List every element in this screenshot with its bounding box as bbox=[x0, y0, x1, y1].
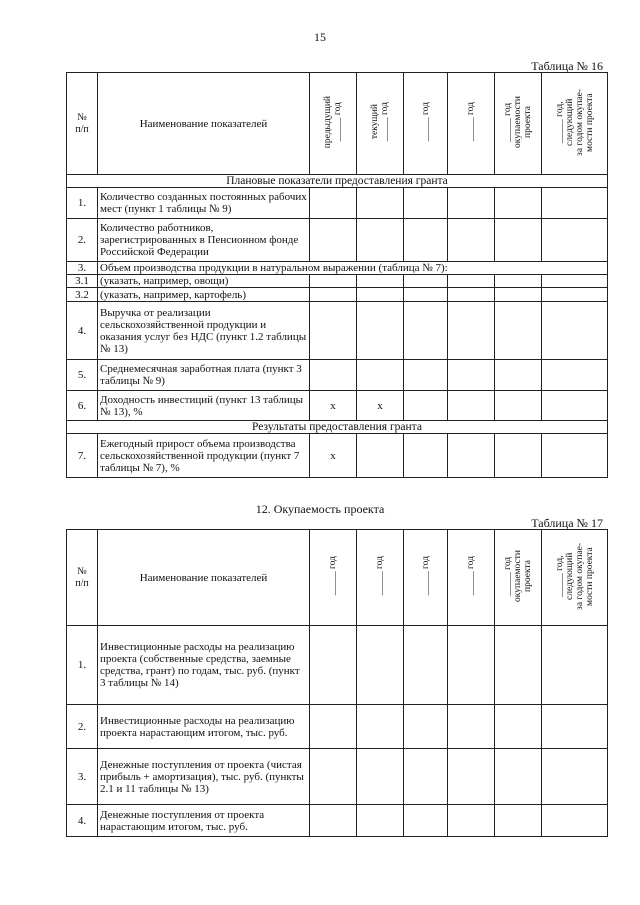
row-cell-6 bbox=[542, 391, 608, 421]
row-number: 5. bbox=[67, 360, 98, 391]
row-number: 2. bbox=[67, 705, 98, 749]
row-name: Денежные поступления от проекта (чистая прибыль + амортизация), тыс. руб. (пункты 2.1 и 11 таблицы № 13) bbox=[98, 749, 310, 805]
row-cell-5 bbox=[495, 360, 542, 391]
row-cell-6 bbox=[542, 805, 608, 837]
row-cell-2 bbox=[357, 219, 404, 262]
row-number: 3.1 bbox=[67, 275, 98, 288]
row-cell-6 bbox=[542, 188, 608, 219]
section-row bbox=[67, 175, 608, 188]
row-cell-6 bbox=[542, 219, 608, 262]
section-row bbox=[67, 421, 608, 434]
row-cell-6 bbox=[542, 275, 608, 288]
header-col-5 bbox=[495, 73, 542, 175]
row-cell-5 bbox=[495, 805, 542, 837]
section-planned: Плановые показатели предоставления гранта bbox=[67, 175, 608, 188]
table-row bbox=[67, 288, 608, 302]
header-col-6-text: _____ год, следующий за годом окупае- мости проекта bbox=[554, 542, 595, 610]
header-col-4-text: _____ год bbox=[466, 556, 476, 596]
header-col-6-text: _____ год, следующий за годом окупае- мости проекта bbox=[554, 88, 595, 156]
header-name: Наименование показателей bbox=[98, 73, 310, 175]
header-col-4-text: _____ год bbox=[466, 102, 476, 142]
row-cell-2 bbox=[357, 275, 404, 288]
row-cell-2 bbox=[357, 705, 404, 749]
row-number: 3. bbox=[67, 262, 98, 275]
row-cell-3 bbox=[404, 188, 448, 219]
row-cell-6 bbox=[542, 360, 608, 391]
row-number: 7. bbox=[67, 434, 98, 478]
header-col-5-text: _____ год окупаемости проекта bbox=[503, 550, 533, 602]
section-title: 12. Окупаемость проекта bbox=[255, 502, 385, 516]
row-cell-5 bbox=[495, 188, 542, 219]
header-col-5 bbox=[495, 530, 542, 626]
row-number: 3.2 bbox=[67, 288, 98, 302]
row-cell-5 bbox=[495, 434, 542, 478]
header-col-2 bbox=[357, 530, 404, 626]
row-cell-1 bbox=[310, 705, 357, 749]
row-cell-1 bbox=[310, 188, 357, 219]
row-cell-1 bbox=[310, 360, 357, 391]
row-name: Объем производства продукции в натуральном выражении (таблица № 7): bbox=[98, 262, 608, 275]
row-cell-2 bbox=[357, 749, 404, 805]
table-17 bbox=[66, 529, 608, 837]
row-number: 4. bbox=[67, 805, 98, 837]
header-col-3 bbox=[404, 530, 448, 626]
row-cell-3 bbox=[404, 219, 448, 262]
row-number: 1. bbox=[67, 626, 98, 705]
row-cell-1 bbox=[310, 805, 357, 837]
row-cell-5 bbox=[495, 391, 542, 421]
row-cell-2 bbox=[357, 188, 404, 219]
row-number: 6. bbox=[67, 391, 98, 421]
row-cell-3 bbox=[404, 749, 448, 805]
row-cell-3 bbox=[404, 288, 448, 302]
header-num: № п/п bbox=[67, 530, 98, 626]
row-cell-3 bbox=[404, 805, 448, 837]
row-cell-4 bbox=[448, 626, 495, 705]
table-row bbox=[67, 805, 608, 837]
row-cell-2 bbox=[357, 288, 404, 302]
row-cell-3 bbox=[404, 360, 448, 391]
table-17-caption: Таблица № 17 bbox=[531, 516, 603, 530]
table-row bbox=[67, 275, 608, 288]
row-cell-2 bbox=[357, 805, 404, 837]
row-cell-2: x bbox=[357, 391, 404, 421]
row-cell-4 bbox=[448, 288, 495, 302]
header-col-5-text: _____ год окупаемости проекта bbox=[503, 96, 533, 148]
header-col-6 bbox=[542, 530, 608, 626]
header-col-1 bbox=[310, 530, 357, 626]
row-name: Денежные поступления от проекта нарастающим итогом, тыс. руб. bbox=[98, 805, 310, 837]
row-cell-5 bbox=[495, 288, 542, 302]
row-cell-6 bbox=[542, 302, 608, 360]
row-cell-5 bbox=[495, 219, 542, 262]
row-cell-4 bbox=[448, 188, 495, 219]
row-name: Выручка от реализации сельскохозяйственной продукции и оказания услуг без НДС (пункт 1.2 таблицы № 13) bbox=[98, 302, 310, 360]
row-cell-4 bbox=[448, 391, 495, 421]
page-number: 15 bbox=[314, 30, 326, 44]
row-cell-6 bbox=[542, 749, 608, 805]
row-cell-3 bbox=[404, 626, 448, 705]
table-row bbox=[67, 626, 608, 705]
row-cell-3 bbox=[404, 302, 448, 360]
row-cell-1 bbox=[310, 302, 357, 360]
row-cell-5 bbox=[495, 275, 542, 288]
row-cell-1 bbox=[310, 275, 357, 288]
header-row bbox=[67, 530, 608, 626]
row-name: Количество созданных постоянных рабочих мест (пункт 1 таблицы № 9) bbox=[98, 188, 310, 219]
header-col-2-text: _____ год bbox=[375, 556, 385, 596]
row-name: (указать, например, картофель) bbox=[98, 288, 310, 302]
header-num: № п/п bbox=[67, 73, 98, 175]
row-cell-3 bbox=[404, 434, 448, 478]
header-col-4 bbox=[448, 530, 495, 626]
row-number: 1. bbox=[67, 188, 98, 219]
row-cell-2 bbox=[357, 626, 404, 705]
header-col-1 bbox=[310, 73, 357, 175]
table-row bbox=[67, 360, 608, 391]
header-row bbox=[67, 73, 608, 175]
row-number: 2. bbox=[67, 219, 98, 262]
row-cell-5 bbox=[495, 302, 542, 360]
row-cell-4 bbox=[448, 434, 495, 478]
header-col-4 bbox=[448, 73, 495, 175]
table-16-caption: Таблица № 16 bbox=[531, 59, 603, 73]
row-cell-5 bbox=[495, 626, 542, 705]
header-col-1-text: _____ год bbox=[328, 556, 338, 596]
row-cell-4 bbox=[448, 360, 495, 391]
row-cell-1: x bbox=[310, 434, 357, 478]
row-cell-6 bbox=[542, 705, 608, 749]
row-cell-2 bbox=[357, 302, 404, 360]
header-col-3 bbox=[404, 73, 448, 175]
row-name: Инвестиционные расходы на реализацию проекта нарастающим итогом, тыс. руб. bbox=[98, 705, 310, 749]
row-cell-4 bbox=[448, 302, 495, 360]
header-col-2-text: текущий _____ год bbox=[370, 102, 390, 142]
row-name: Ежегодный прирост объема производства сельскохозяйственной продукции (пункт 7 таблицы № 7), % bbox=[98, 434, 310, 478]
row-cell-4 bbox=[448, 275, 495, 288]
row-name: Количество работников, зарегистрированных в Пенсионном фонде Российской Федерации bbox=[98, 219, 310, 262]
header-col-1-text: предыдущий _____ год bbox=[323, 95, 343, 149]
row-cell-3 bbox=[404, 275, 448, 288]
row-cell-4 bbox=[448, 219, 495, 262]
row-name: Среднемесячная заработная плата (пункт 3 таблицы № 9) bbox=[98, 360, 310, 391]
table-row bbox=[67, 434, 608, 478]
row-cell-1 bbox=[310, 626, 357, 705]
table-row bbox=[67, 188, 608, 219]
table-row bbox=[67, 302, 608, 360]
table-row bbox=[67, 262, 608, 275]
table-16 bbox=[66, 72, 608, 478]
row-cell-6 bbox=[542, 626, 608, 705]
row-cell-4 bbox=[448, 749, 495, 805]
row-cell-5 bbox=[495, 749, 542, 805]
row-cell-2 bbox=[357, 360, 404, 391]
row-cell-6 bbox=[542, 288, 608, 302]
row-cell-1 bbox=[310, 219, 357, 262]
row-cell-6 bbox=[542, 434, 608, 478]
table-row bbox=[67, 705, 608, 749]
row-cell-2 bbox=[357, 434, 404, 478]
table-row bbox=[67, 219, 608, 262]
header-col-3-text: _____ год bbox=[420, 102, 431, 142]
row-cell-1 bbox=[310, 288, 357, 302]
row-name: Доходность инвестиций (пункт 13 таблицы № 13), % bbox=[98, 391, 310, 421]
table-row bbox=[67, 391, 608, 421]
header-col-6 bbox=[542, 73, 608, 175]
header-name: Наименование показателей bbox=[98, 530, 310, 626]
header-col-3-text: _____ год bbox=[420, 556, 431, 596]
row-number: 4. bbox=[67, 302, 98, 360]
row-cell-4 bbox=[448, 705, 495, 749]
table-row bbox=[67, 749, 608, 805]
row-cell-5 bbox=[495, 705, 542, 749]
row-cell-1 bbox=[310, 749, 357, 805]
row-cell-3 bbox=[404, 705, 448, 749]
row-name: (указать, например, овощи) bbox=[98, 275, 310, 288]
header-col-2 bbox=[357, 73, 404, 175]
row-name: Инвестиционные расходы на реализацию проекта (собственные средства, заемные средства, грант) по годам, тыс. руб. (пункт 3 таблицы № 14) bbox=[98, 626, 310, 705]
row-cell-4 bbox=[448, 805, 495, 837]
row-cell-1: x bbox=[310, 391, 357, 421]
row-cell-3 bbox=[404, 391, 448, 421]
row-number: 3. bbox=[67, 749, 98, 805]
section-results: Результаты предоставления гранта bbox=[67, 421, 608, 434]
